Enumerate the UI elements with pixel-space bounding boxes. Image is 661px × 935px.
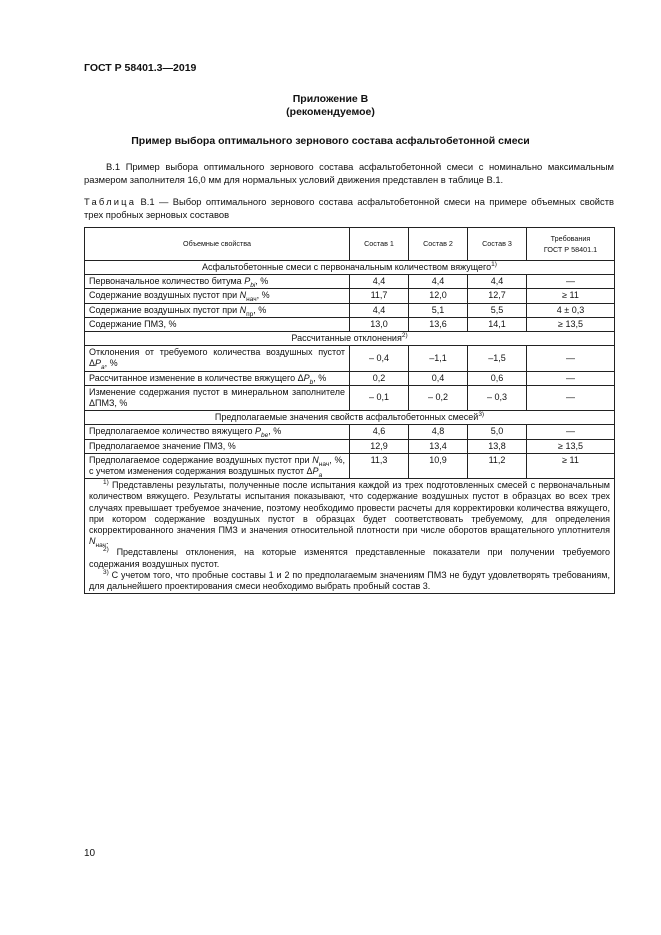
- appendix-title: Приложение В: [292, 93, 369, 105]
- cell-req: ≥ 13,5: [527, 317, 615, 331]
- row-label: Содержание ПМЗ, %: [85, 317, 350, 331]
- cell-c1: 12,9: [350, 439, 409, 453]
- cell-c1: 0,2: [350, 371, 409, 385]
- header-requirements: [527, 228, 615, 261]
- header-composition-2: Состав 2: [409, 228, 468, 261]
- cell-c1: 4,4: [350, 303, 409, 317]
- cell-req: —: [527, 371, 615, 385]
- footnote-ref: 3): [478, 411, 485, 419]
- cell-c3: 5,5: [468, 303, 527, 317]
- row-label: Рассчитанное изменение в количестве вяжущего $\Delta P_b$, %: [85, 371, 350, 385]
- cell-c3: 0,6: [468, 371, 527, 385]
- section-header-text: Предполагаемые значения свойств асфальтобетонных смесей: [214, 412, 479, 423]
- table-row: [85, 275, 615, 289]
- cell-c2: 5,1: [409, 303, 468, 317]
- page-number: 10: [84, 848, 96, 859]
- cell-c2: 4,8: [409, 425, 468, 439]
- row-label: Отклонения от требуемого количества воздушных пустот $\Delta P_a$, %: [85, 346, 350, 371]
- table-row: [85, 303, 615, 317]
- section-row-initial: [85, 261, 615, 275]
- notes-row: [85, 479, 615, 594]
- table-row: [85, 385, 615, 410]
- cell-req: —: [527, 425, 615, 439]
- cell-req: —: [527, 275, 615, 289]
- intro-paragraph-text: В.1 Пример выбора оптимального зернового состава асфальтобетонной смеси с номинально максимальным размером заполнителя 16,0 мм для нормальных условий движения представлен в таблице В.1.: [84, 161, 614, 185]
- cell-c3: 12,7: [468, 289, 527, 303]
- cell-c3: 11,2: [468, 453, 527, 478]
- row-label: Содержание воздушных пустот при $N_{пр}$, %: [85, 303, 350, 317]
- table-row: [85, 371, 615, 385]
- header-composition-1: Состав 1: [350, 228, 409, 261]
- footnote-2: $^{2)}$ Представлены отклонения, на которые изменятся представленные показатели при получении требуемого содержания воздушных пустот.: [89, 546, 610, 569]
- cell-c1: – 0,4: [350, 346, 409, 371]
- section-row-deviations: [85, 332, 615, 346]
- table-row: [85, 289, 615, 303]
- cell-c2: 13,6: [409, 317, 468, 331]
- table-row: [85, 453, 615, 478]
- table-caption-label: Таблица: [84, 196, 137, 207]
- document-id: ГОСТ Р 58401.3—2019: [84, 62, 197, 74]
- row-label: Предполагаемое количество вяжущего $P_{be}$, %: [85, 425, 350, 439]
- footnote-3: $^{3)}$ С учетом того, что пробные составы 1 и 2 по предполагаемым значениям ПМЗ не будут удовлетворять требованиям, для дальнейшего проектирования смеси необходимо выбрать пробный состав 3.: [89, 568, 610, 592]
- table-caption-text: В.1 — Выбор оптимального зернового состава асфальтобетонной смеси на примере объемных свойств трех пробных зерновых составов: [84, 196, 615, 220]
- cell-req: ≥ 13,5: [527, 439, 615, 453]
- cell-c3: –1,5: [468, 346, 527, 371]
- cell-c2: 12,0: [409, 289, 468, 303]
- cell-c1: 4,4: [350, 275, 409, 289]
- header-property: Объемные свойства: [85, 228, 350, 261]
- cell-c1: – 0,1: [350, 385, 409, 410]
- row-label: Предполагаемое содержание воздушных пустот при $N_{нач}$, %, с учетом изменения содержания воздушных пустот $\Delta P_a$: [85, 453, 350, 478]
- properties-table: [84, 227, 615, 594]
- cell-c2: 10,9: [409, 453, 468, 478]
- table-row: [85, 317, 615, 331]
- row-label: Содержание воздушных пустот при $N_{нач}$, %: [85, 289, 350, 303]
- intro-paragraph: [84, 160, 614, 186]
- cell-c1: 11,3: [350, 453, 409, 478]
- cell-req: ≥ 11: [527, 453, 615, 478]
- cell-req: —: [527, 385, 615, 410]
- table-header-row: [85, 228, 615, 261]
- row-label: Первоначальное количество битума $P_{bi}$, %: [85, 275, 350, 289]
- header-composition-3: Состав 3: [468, 228, 527, 261]
- cell-c2: 0,4: [409, 371, 468, 385]
- table-footnotes: [85, 479, 615, 594]
- header-requirements-line2: ГОСТ Р 58401.1: [543, 245, 598, 254]
- cell-c3: 4,4: [468, 275, 527, 289]
- cell-c2: –1,1: [409, 346, 468, 371]
- section-header-text: Рассчитанные отклонения: [291, 333, 402, 344]
- appendix-subtitle: (рекомендуемое): [286, 106, 375, 118]
- cell-c3: – 0,3: [468, 385, 527, 410]
- section-header-text: Асфальтобетонные смеси с первоначальным количеством вяжущего: [202, 262, 492, 272]
- table-caption: [84, 195, 614, 221]
- footnote-ref: 1): [491, 261, 497, 268]
- cell-c1: 13,0: [350, 317, 409, 331]
- table-row: [85, 425, 615, 439]
- section-header: [85, 332, 615, 346]
- row-label: Изменение содержания пустот в минеральном заполнителе ΔПМЗ, %: [85, 385, 350, 410]
- cell-c3: 14,1: [468, 317, 527, 331]
- row-label: Предполагаемое значение ПМЗ, %: [85, 439, 350, 453]
- table-row: [85, 346, 615, 371]
- footnote-1: $^{1)}$ Представлены результаты, полученные после испытания каждой из трех подготовленных смесей с первоначальным количеством вяжущего. Результаты испытания показывают, что содержание воздушных пустот в образцах во всех трех случаях превышает требуемое значение, поэтому необходимо провести расчеты для корректировки количества вяжущего, при котором содержание воздушных пустот в образцах будет соответствовать требуемому, для определения скорректированного значения ПМЗ и значения относительной плотности при числе оборотов вращательного уплотнителя $N_{нач}$.: [89, 479, 610, 550]
- cell-c3: 5,0: [468, 425, 527, 439]
- footnote-ref: 2): [401, 332, 408, 340]
- section-header: [85, 411, 615, 425]
- cell-req: 4 ± 0,3: [527, 303, 615, 317]
- cell-req: ≥ 11: [527, 289, 615, 303]
- cell-c2: 4,4: [409, 275, 468, 289]
- header-requirements-line1: Требования: [550, 233, 591, 243]
- cell-req: —: [527, 346, 615, 371]
- section-header: [85, 261, 615, 275]
- cell-c3: 13,8: [468, 439, 527, 453]
- section-row-predicted: [85, 411, 615, 425]
- cell-c1: 11,7: [350, 289, 409, 303]
- cell-c2: – 0,2: [409, 385, 468, 410]
- section-title: Пример выбора оптимального зернового состава асфальтобетонной смеси: [131, 135, 530, 147]
- cell-c2: 13,4: [409, 439, 468, 453]
- table-row: [85, 439, 615, 453]
- cell-c1: 4,6: [350, 425, 409, 439]
